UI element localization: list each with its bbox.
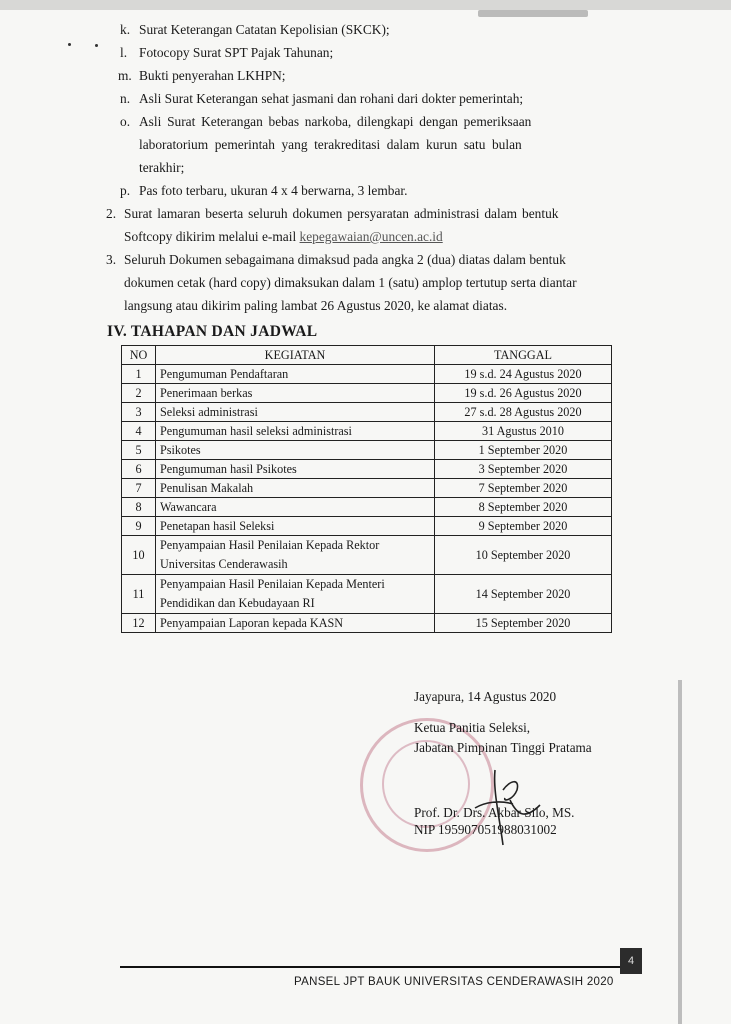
cell-no: 2: [122, 384, 156, 403]
cell-kegiatan: [156, 365, 435, 384]
scan-speck: [68, 43, 71, 46]
table-row: [122, 460, 612, 479]
item-o-line1: Asli Surat Keterangan bebas narkoba, dilengkapi dengan pemeriksaan: [139, 114, 532, 129]
cell-kegiatan: [156, 536, 435, 575]
place-date: Jayapura, 14 Agustus 2020: [414, 689, 557, 704]
kegiatan-line: Penyampaian Hasil Penilaian Kepada Menteri: [160, 577, 385, 591]
signer-nip: NIP 195907051988031002: [414, 822, 557, 837]
cell-tanggal: 19 s.d. 26 Agustus 2020: [435, 384, 612, 403]
cell-kegiatan: [156, 614, 435, 633]
section-title: IV. TAHAPAN DAN JADWAL: [107, 323, 318, 340]
signer-title-2: Jabatan Pimpinan Tinggi Pratama: [414, 740, 592, 755]
cell-tanggal: 1 September 2020: [435, 441, 612, 460]
scan-top-edge: [0, 0, 731, 10]
item-2-line1: Surat lamaran beserta seluruh dokumen persyaratan administrasi dalam bentuk: [124, 206, 559, 221]
signer-name: Prof. Dr. Drs. Akbar Silo, MS.: [414, 805, 575, 820]
item-k-label: k.: [120, 22, 131, 37]
cell-no: 4: [122, 422, 156, 441]
table-row: [122, 575, 612, 614]
item-m-label: m.: [118, 68, 132, 83]
scan-speck: [95, 44, 98, 47]
kegiatan-line: Penerimaan berkas: [160, 386, 253, 400]
item-3-line2: dokumen cetak (hard copy) dimaksukan dalam 1 (satu) amplop tertutup serta diantar: [124, 275, 577, 290]
cell-no: 5: [122, 441, 156, 460]
cell-tanggal: 8 September 2020: [435, 498, 612, 517]
cell-tanggal: 27 s.d. 28 Agustus 2020: [435, 403, 612, 422]
item-2-line2: [124, 228, 443, 246]
cell-no: 10: [122, 536, 156, 575]
signer-title-1: Ketua Panitia Seleksi,: [414, 720, 531, 735]
table-row: [122, 441, 612, 460]
cell-no: 11: [122, 575, 156, 614]
cell-kegiatan: [156, 422, 435, 441]
table-row: [122, 479, 612, 498]
table-row: [122, 614, 612, 633]
cell-tanggal: 3 September 2020: [435, 460, 612, 479]
item-n-label: n.: [120, 91, 131, 106]
table-row: [122, 403, 612, 422]
cell-kegiatan: [156, 575, 435, 614]
item-l-text: Fotocopy Surat SPT Pajak Tahunan;: [139, 45, 334, 60]
table-row: [122, 384, 612, 403]
item-3-line1: Seluruh Dokumen sebagaimana dimaksud pada angka 2 (dua) diatas dalam bentuk: [124, 252, 566, 267]
item-o-line2: laboratorium pemerintah yang terakreditasi dalam kurun satu bulan: [139, 137, 522, 152]
item-p-text: Pas foto terbaru, ukuran 4 x 4 berwarna, 3 lembar.: [139, 183, 408, 198]
table-row: [122, 498, 612, 517]
item-n-text: Asli Surat Keterangan sehat jasmani dan rohani dari dokter pemerintah;: [139, 91, 524, 106]
cell-kegiatan: [156, 498, 435, 517]
footer-text: PANSEL JPT BAUK UNIVERSITAS CENDERAWASIH 2020: [294, 976, 614, 988]
cell-tanggal: 14 September 2020: [435, 575, 612, 614]
schedule-table: [121, 345, 612, 633]
header-no: NO: [122, 346, 156, 365]
header-kegiatan: KEGIATAN: [156, 346, 435, 365]
cell-no: 1: [122, 365, 156, 384]
cell-tanggal: 19 s.d. 24 Agustus 2020: [435, 365, 612, 384]
cell-tanggal: 7 September 2020: [435, 479, 612, 498]
kegiatan-line: Penetapan hasil Seleksi: [160, 519, 275, 533]
kegiatan-line: Penyampaian Hasil Penilaian Kepada Rektor: [160, 538, 380, 552]
kegiatan-line: Psikotes: [160, 443, 201, 457]
cell-kegiatan: [156, 441, 435, 460]
cell-tanggal: 10 September 2020: [435, 536, 612, 575]
kegiatan-line: Pengumuman Pendaftaran: [160, 367, 289, 381]
cell-no: 6: [122, 460, 156, 479]
cell-no: 7: [122, 479, 156, 498]
cell-no: 3: [122, 403, 156, 422]
table-row: [122, 365, 612, 384]
item-o-label: o.: [120, 114, 131, 129]
kegiatan-line: Seleksi administrasi: [160, 405, 258, 419]
kegiatan-line: Wawancara: [160, 500, 217, 514]
cell-tanggal: 15 September 2020: [435, 614, 612, 633]
scan-smudge: [478, 10, 588, 17]
kegiatan-line: Pengumuman hasil Psikotes: [160, 462, 297, 476]
cell-no: 8: [122, 498, 156, 517]
kegiatan-line: Universitas Cenderawasih: [160, 557, 288, 571]
cell-no: 9: [122, 517, 156, 536]
footer-rule: [120, 966, 620, 968]
item-p-label: p.: [120, 183, 131, 198]
table-row: [122, 517, 612, 536]
cell-kegiatan: [156, 384, 435, 403]
cell-no: 12: [122, 614, 156, 633]
table-row: [122, 422, 612, 441]
item-2-label: 2.: [106, 206, 117, 221]
scan-right-edge: [678, 680, 682, 1024]
item-o-line3: terakhir;: [139, 160, 185, 175]
table-row: [122, 536, 612, 575]
email-link[interactable]: kepegawaian@uncen.ac.id: [299, 229, 443, 244]
cell-kegiatan: [156, 460, 435, 479]
page-number: 4: [620, 948, 642, 974]
item-2-line2-text: Softcopy dikirim melalui e-mail: [124, 229, 300, 244]
item-k-text: Surat Keterangan Catatan Kepolisian (SKCK);: [139, 22, 390, 37]
kegiatan-line: Pengumuman hasil seleksi administrasi: [160, 424, 352, 438]
item-m-text: Bukti penyerahan LKHPN;: [139, 68, 286, 83]
cell-kegiatan: [156, 517, 435, 536]
item-3-label: 3.: [106, 252, 117, 267]
cell-kegiatan: [156, 479, 435, 498]
cell-tanggal: 31 Agustus 2010: [435, 422, 612, 441]
item-3-line3: langsung atau dikirim paling lambat 26 Agustus 2020, ke alamat diatas.: [124, 298, 508, 313]
cell-kegiatan: [156, 403, 435, 422]
item-l-label: l.: [120, 45, 128, 60]
header-tanggal: TANGGAL: [435, 346, 612, 365]
kegiatan-line: Penulisan Makalah: [160, 481, 254, 495]
table-header-row: [122, 346, 612, 365]
cell-tanggal: 9 September 2020: [435, 517, 612, 536]
kegiatan-line: Pendidikan dan Kebudayaan RI: [160, 596, 315, 610]
kegiatan-line: Penyampaian Laporan kepada KASN: [160, 616, 344, 630]
